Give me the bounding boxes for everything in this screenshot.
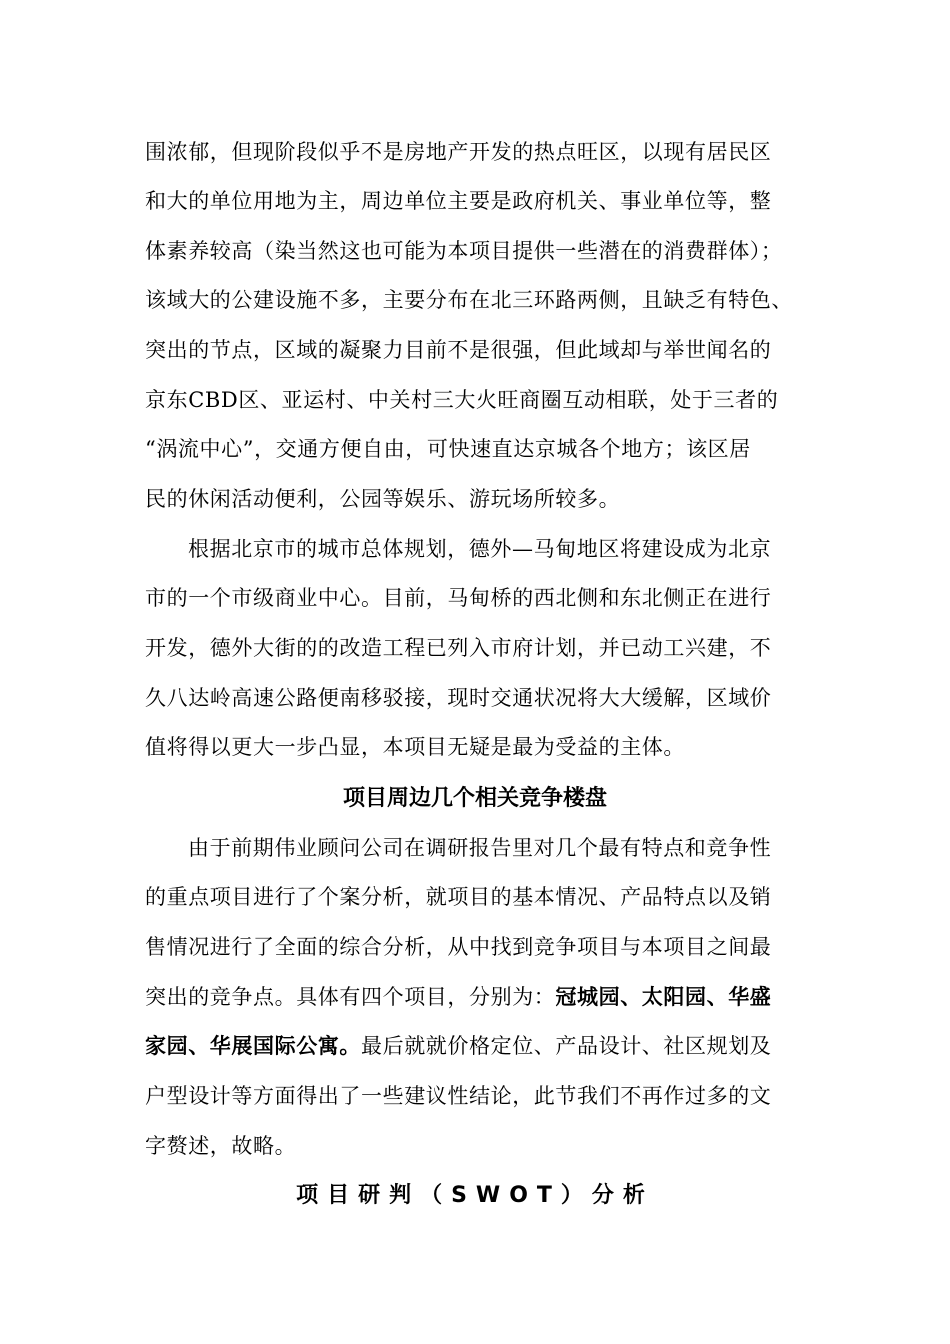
- paragraph-line: 户型设计等方面得出了一些建议性结论，此节我们不再作过多的文: [145, 1084, 772, 1108]
- paragraph-line: 字赘述，故略。: [145, 1134, 297, 1158]
- paragraph-line: 市的一个市级商业中心。目前，马甸桥的西北侧和东北侧正在进行: [145, 586, 772, 610]
- project-names-bold: 家园、华展国际公寓。: [145, 1033, 361, 1058]
- paragraph-line: 围浓郁，但现阶段似乎不是房地产开发的热点旺区，以现有居民区: [145, 140, 772, 164]
- paragraph-text: 最后就就价格定位、产品设计、社区规划及: [361, 1034, 772, 1058]
- section-heading-swot: 项目研判（SWOT）分析: [296, 1183, 654, 1208]
- section-heading-competition: 项目周边几个相关竞争楼盘: [342, 786, 607, 811]
- paragraph-line: 值将得以更大一步凸显，本项目无疑是最为受益的主体。: [145, 735, 685, 759]
- paragraph-line: 突出的节点，区域的凝聚力目前不是很强，但此域却与举世闻名的: [145, 338, 772, 362]
- paragraph-line: 该域大的公建设施不多，主要分布在北三环路两侧，且缺乏有特色、: [145, 288, 793, 312]
- paragraph-line: [145, 982, 771, 1012]
- paragraph-line: 售情况进行了全面的综合分析，从中找到竞争项目与本项目之间最: [145, 935, 772, 959]
- paragraph-line: 由于前期伟业顾问公司在调研报告里对几个最有特点和竞争性: [188, 836, 772, 860]
- paragraph-line: 开发，德外大街的的改造工程已列入市府计划，并已动工兴建，不: [145, 636, 772, 660]
- paragraph-line: 的重点项目进行了个案分析，就项目的基本情况、产品特点以及销: [145, 885, 772, 909]
- paragraph-line: 和大的单位用地为主，周边单位主要是政府机关、事业单位等，整: [145, 189, 772, 213]
- paragraph-line: 久八达岭高速公路便南移驳接，现时交通状况将大大缓解，区域价: [145, 686, 772, 710]
- project-names-bold: 冠城园、太阳园、华盛: [555, 984, 772, 1009]
- paragraph-line: 民的休闲活动便利，公园等娱乐、游玩场所较多。: [145, 487, 621, 511]
- paragraph-text: 突出的竞争点。具体有四个项目，分别为：: [145, 985, 556, 1009]
- paragraph-line: 体素养较高（染当然这也可能为本项目提供一些潜在的消费群体）；: [145, 239, 783, 263]
- paragraph-line: [145, 1031, 771, 1061]
- paragraph-line: 京东CBD区、亚运村、中关村三大火旺商圈互动相联，处于三者的: [145, 388, 779, 412]
- paragraph-line: “涡流中心”，交通方便自由，可快速直达京城各个地方；该区居: [145, 437, 751, 461]
- paragraph-line: 根据北京市的城市总体规划，德外—马甸地区将建设成为北京: [188, 537, 772, 561]
